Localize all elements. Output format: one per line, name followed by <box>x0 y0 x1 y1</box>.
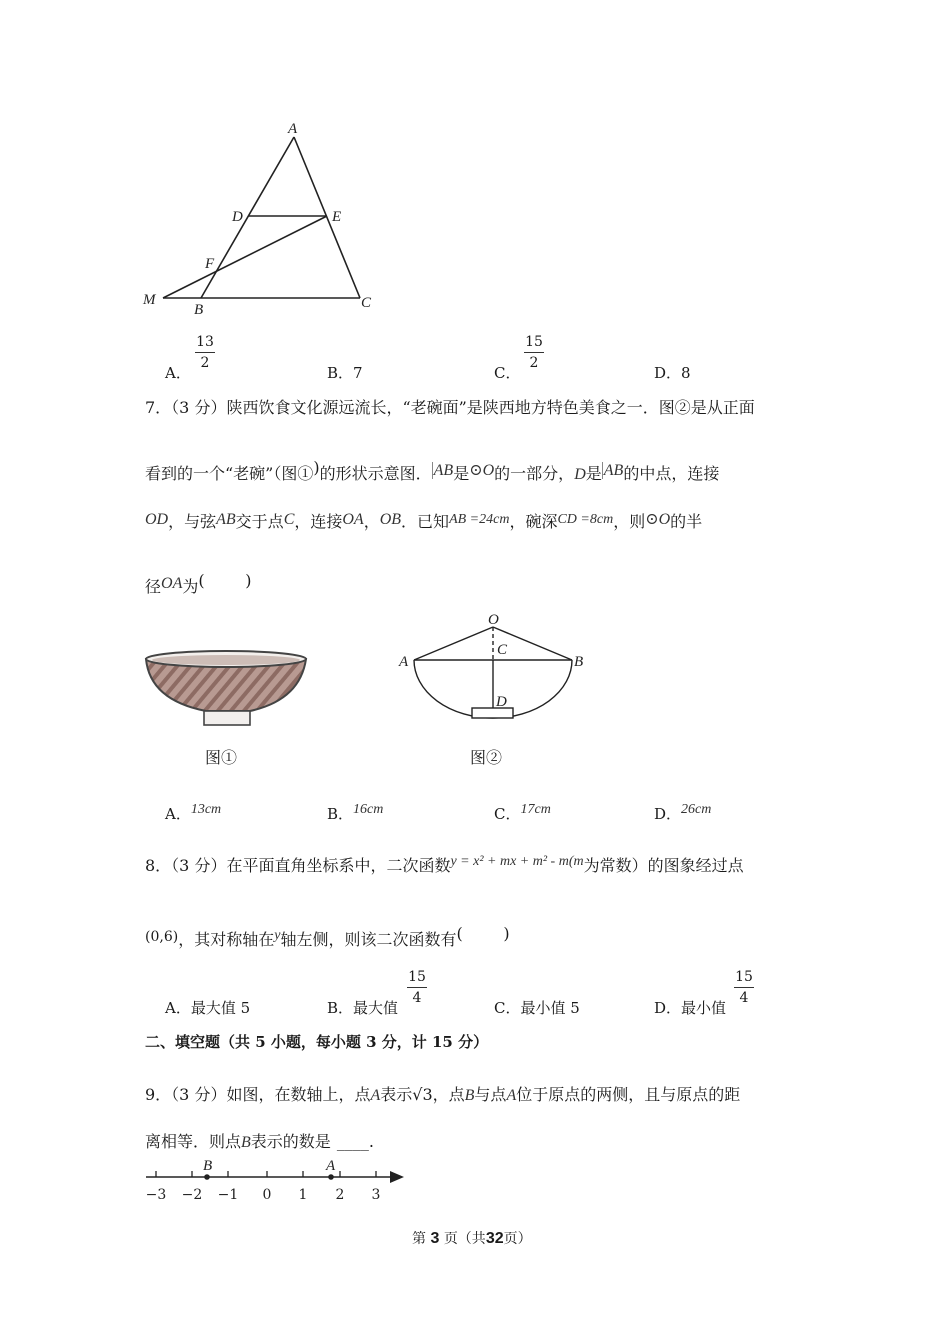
text: 是 <box>453 464 470 483</box>
bowl-picture <box>140 645 315 730</box>
line-me <box>163 216 327 298</box>
point-b: B <box>241 1134 251 1151</box>
text: 与点 <box>474 1085 507 1104</box>
option-text: 最大值 5 <box>190 999 251 1017</box>
option-text: 17cm <box>520 802 551 817</box>
circle-o: ⊙O <box>469 462 495 479</box>
text: 表示的数是 <box>250 1132 331 1151</box>
segment-oa: OA <box>342 511 364 528</box>
q8-option-d[interactable] <box>654 997 726 1018</box>
q7-line-2 <box>145 458 720 484</box>
section-2-title: 二、填空题（共 5 小题，每小题 3 分，计 15 分） <box>145 1033 489 1051</box>
circle-o: ⊙O <box>645 511 671 528</box>
text: 轴左侧，则该二次函数有 <box>280 930 457 949</box>
q6-option-b[interactable] <box>327 362 363 383</box>
option-letter: A． <box>165 364 191 382</box>
segment-od: OD <box>145 511 169 528</box>
option-letter: A． <box>165 805 191 823</box>
q7-line-4 <box>145 571 252 597</box>
text: 为常数）的图象经过点 <box>583 856 744 875</box>
text: ，其对称轴在 <box>178 930 275 949</box>
point-b-dot <box>204 1174 210 1180</box>
q8-option-b[interactable] <box>327 997 398 1018</box>
point-a-dot <box>328 1174 334 1180</box>
answer-blank[interactable]: ( ) <box>456 924 510 943</box>
numerator: 15 <box>735 969 753 985</box>
segment-oa: OA <box>161 575 183 592</box>
option-letter: A． <box>165 999 191 1017</box>
triangle-figure <box>135 115 385 320</box>
q8-option-d-fraction <box>734 968 754 1007</box>
text: 为 <box>182 577 199 596</box>
option-text: 8 <box>681 364 691 382</box>
tick-label: 0 <box>262 1187 272 1203</box>
option-letter: B． <box>327 805 354 823</box>
text: 看到的一个“老碗”（图① <box>145 464 314 483</box>
option-letter: D． <box>654 364 682 382</box>
numerator: 13 <box>196 334 214 350</box>
label-c: C <box>361 295 372 311</box>
option-letter: B． <box>327 364 354 382</box>
text: 离相等．则点 <box>145 1132 242 1151</box>
q7-option-a[interactable] <box>165 803 221 824</box>
side-ab <box>201 137 294 298</box>
denominator: 4 <box>739 990 749 1006</box>
text: ，连接 <box>294 512 343 531</box>
number-line <box>140 1155 415 1210</box>
denominator: 2 <box>200 355 210 371</box>
option-letter: D． <box>654 805 682 823</box>
text: 第 <box>412 1231 426 1247</box>
arrow-head <box>390 1171 404 1183</box>
option-text: 最小值 <box>681 999 727 1017</box>
segment-oa <box>414 627 493 660</box>
text: 的一部分， <box>494 464 575 483</box>
tick-label: −2 <box>181 1187 203 1203</box>
option-text: 7 <box>353 364 363 382</box>
point-d: D <box>574 466 586 483</box>
text: ， <box>363 512 380 531</box>
text: 的形状示意图． <box>319 464 432 483</box>
tick-label: −3 <box>145 1187 167 1203</box>
bowl-base <box>472 708 513 718</box>
label-o: O <box>488 612 499 628</box>
label-a: A <box>326 1158 336 1174</box>
numerator: 15 <box>525 334 543 350</box>
label-e: E <box>332 209 342 225</box>
point-a: A <box>506 1087 517 1104</box>
q8-option-c[interactable] <box>494 997 580 1018</box>
q6-option-a[interactable] <box>165 362 191 383</box>
text: ，则 <box>613 512 646 531</box>
arc-ab: AB <box>433 462 454 479</box>
label-d: D <box>496 694 507 710</box>
label-c: C <box>497 642 508 658</box>
answer-blank[interactable]: ( ) <box>198 571 252 590</box>
q9-line-1 <box>145 1082 740 1105</box>
option-text: 13cm <box>190 802 222 817</box>
figure-2-caption: 图② <box>470 748 503 767</box>
denominator: 2 <box>529 355 539 371</box>
y-axis-symbol: y <box>274 928 281 943</box>
option-letter: C． <box>494 364 521 382</box>
text: ．已知 <box>401 512 450 531</box>
text: ，碗深 <box>509 512 558 531</box>
q7-option-d[interactable] <box>654 803 711 824</box>
numerator: 15 <box>408 969 426 985</box>
tick-label: −1 <box>217 1187 239 1203</box>
chord-ab: AB <box>216 511 236 528</box>
tick-label: 1 <box>298 1187 308 1203</box>
text: 页） <box>503 1231 532 1247</box>
point-b: B <box>464 1087 475 1104</box>
option-text: 16cm <box>353 802 384 817</box>
sqrt-3: √3 <box>412 1085 433 1104</box>
text: 的中点，连接 <box>623 464 720 483</box>
text: . <box>368 1132 374 1151</box>
option-letter: C． <box>494 805 521 823</box>
condition-ab: AB =24cm <box>449 512 510 527</box>
denominator: 4 <box>412 990 422 1006</box>
text: ) <box>313 458 320 477</box>
text: 表示 <box>380 1085 413 1104</box>
label-a: A <box>288 121 298 137</box>
label-b: B <box>203 1158 213 1174</box>
answer-blank[interactable]: ____ <box>336 1132 369 1151</box>
q6-option-a-fraction <box>195 333 215 372</box>
point-c: C <box>283 511 295 528</box>
option-letter: D． <box>654 999 682 1017</box>
text: ，点 <box>432 1085 465 1104</box>
label-m: M <box>143 292 156 308</box>
text: 的半 <box>670 512 703 531</box>
page-footer <box>412 1228 532 1248</box>
text: 位于原点的两侧，且与原点的距 <box>516 1085 741 1104</box>
text: ，与弦 <box>168 512 217 531</box>
option-letter: C． <box>494 999 521 1017</box>
page-number: 3 <box>430 1230 440 1247</box>
figure-1-caption: 图① <box>205 748 238 767</box>
q6-option-c-fraction <box>524 333 544 372</box>
text: 页（共 <box>443 1231 486 1247</box>
q8-option-b-fraction <box>407 968 427 1007</box>
option-text: 26cm <box>681 802 712 817</box>
tick-label: 2 <box>335 1187 345 1203</box>
label-b: B <box>194 302 204 318</box>
q8-line-1 <box>145 853 744 876</box>
total-pages: 32 <box>485 1230 504 1247</box>
q7-line-3 <box>145 509 702 532</box>
label-d: D <box>232 209 243 225</box>
text: 径 <box>145 577 162 596</box>
label-b: B <box>574 654 584 670</box>
label-f: F <box>205 256 215 272</box>
q7-option-b[interactable] <box>327 803 383 824</box>
arc-ab: AB <box>603 462 624 479</box>
text: 交于点 <box>235 512 284 531</box>
q7-option-c[interactable] <box>494 803 551 824</box>
bowl-diagram <box>395 605 595 725</box>
text: 8．（3 分）在平面直角坐标系中，二次函数 <box>145 856 451 875</box>
q7-line-1: 7．（3 分）陕西饮食文化源远流长，“老碗面”是陕西地方特色美食之一．图②是从正面 <box>145 398 755 417</box>
point-a: A <box>370 1087 381 1104</box>
segment-ob: OB <box>379 511 402 528</box>
q9-line-2 <box>145 1129 374 1152</box>
text: 是 <box>585 464 602 483</box>
q8-option-a[interactable] <box>165 997 250 1018</box>
option-letter: B． <box>327 999 354 1017</box>
q8-line-2 <box>145 924 510 950</box>
option-text: 最大值 <box>353 999 399 1017</box>
q6-option-c[interactable] <box>494 362 520 383</box>
option-text: 最小值 5 <box>520 999 580 1017</box>
condition-cd: CD =8cm <box>557 512 614 527</box>
tick-label: 3 <box>371 1187 381 1203</box>
quadratic-formula: y = x² + mx + m² - m(m <box>450 854 584 869</box>
side-ac <box>294 137 360 298</box>
label-a: A <box>399 654 409 670</box>
point-0-6: (0,6) <box>145 929 179 945</box>
q6-option-d[interactable] <box>654 362 691 383</box>
text: 9．（3 分）如图，在数轴上，点 <box>145 1085 371 1104</box>
